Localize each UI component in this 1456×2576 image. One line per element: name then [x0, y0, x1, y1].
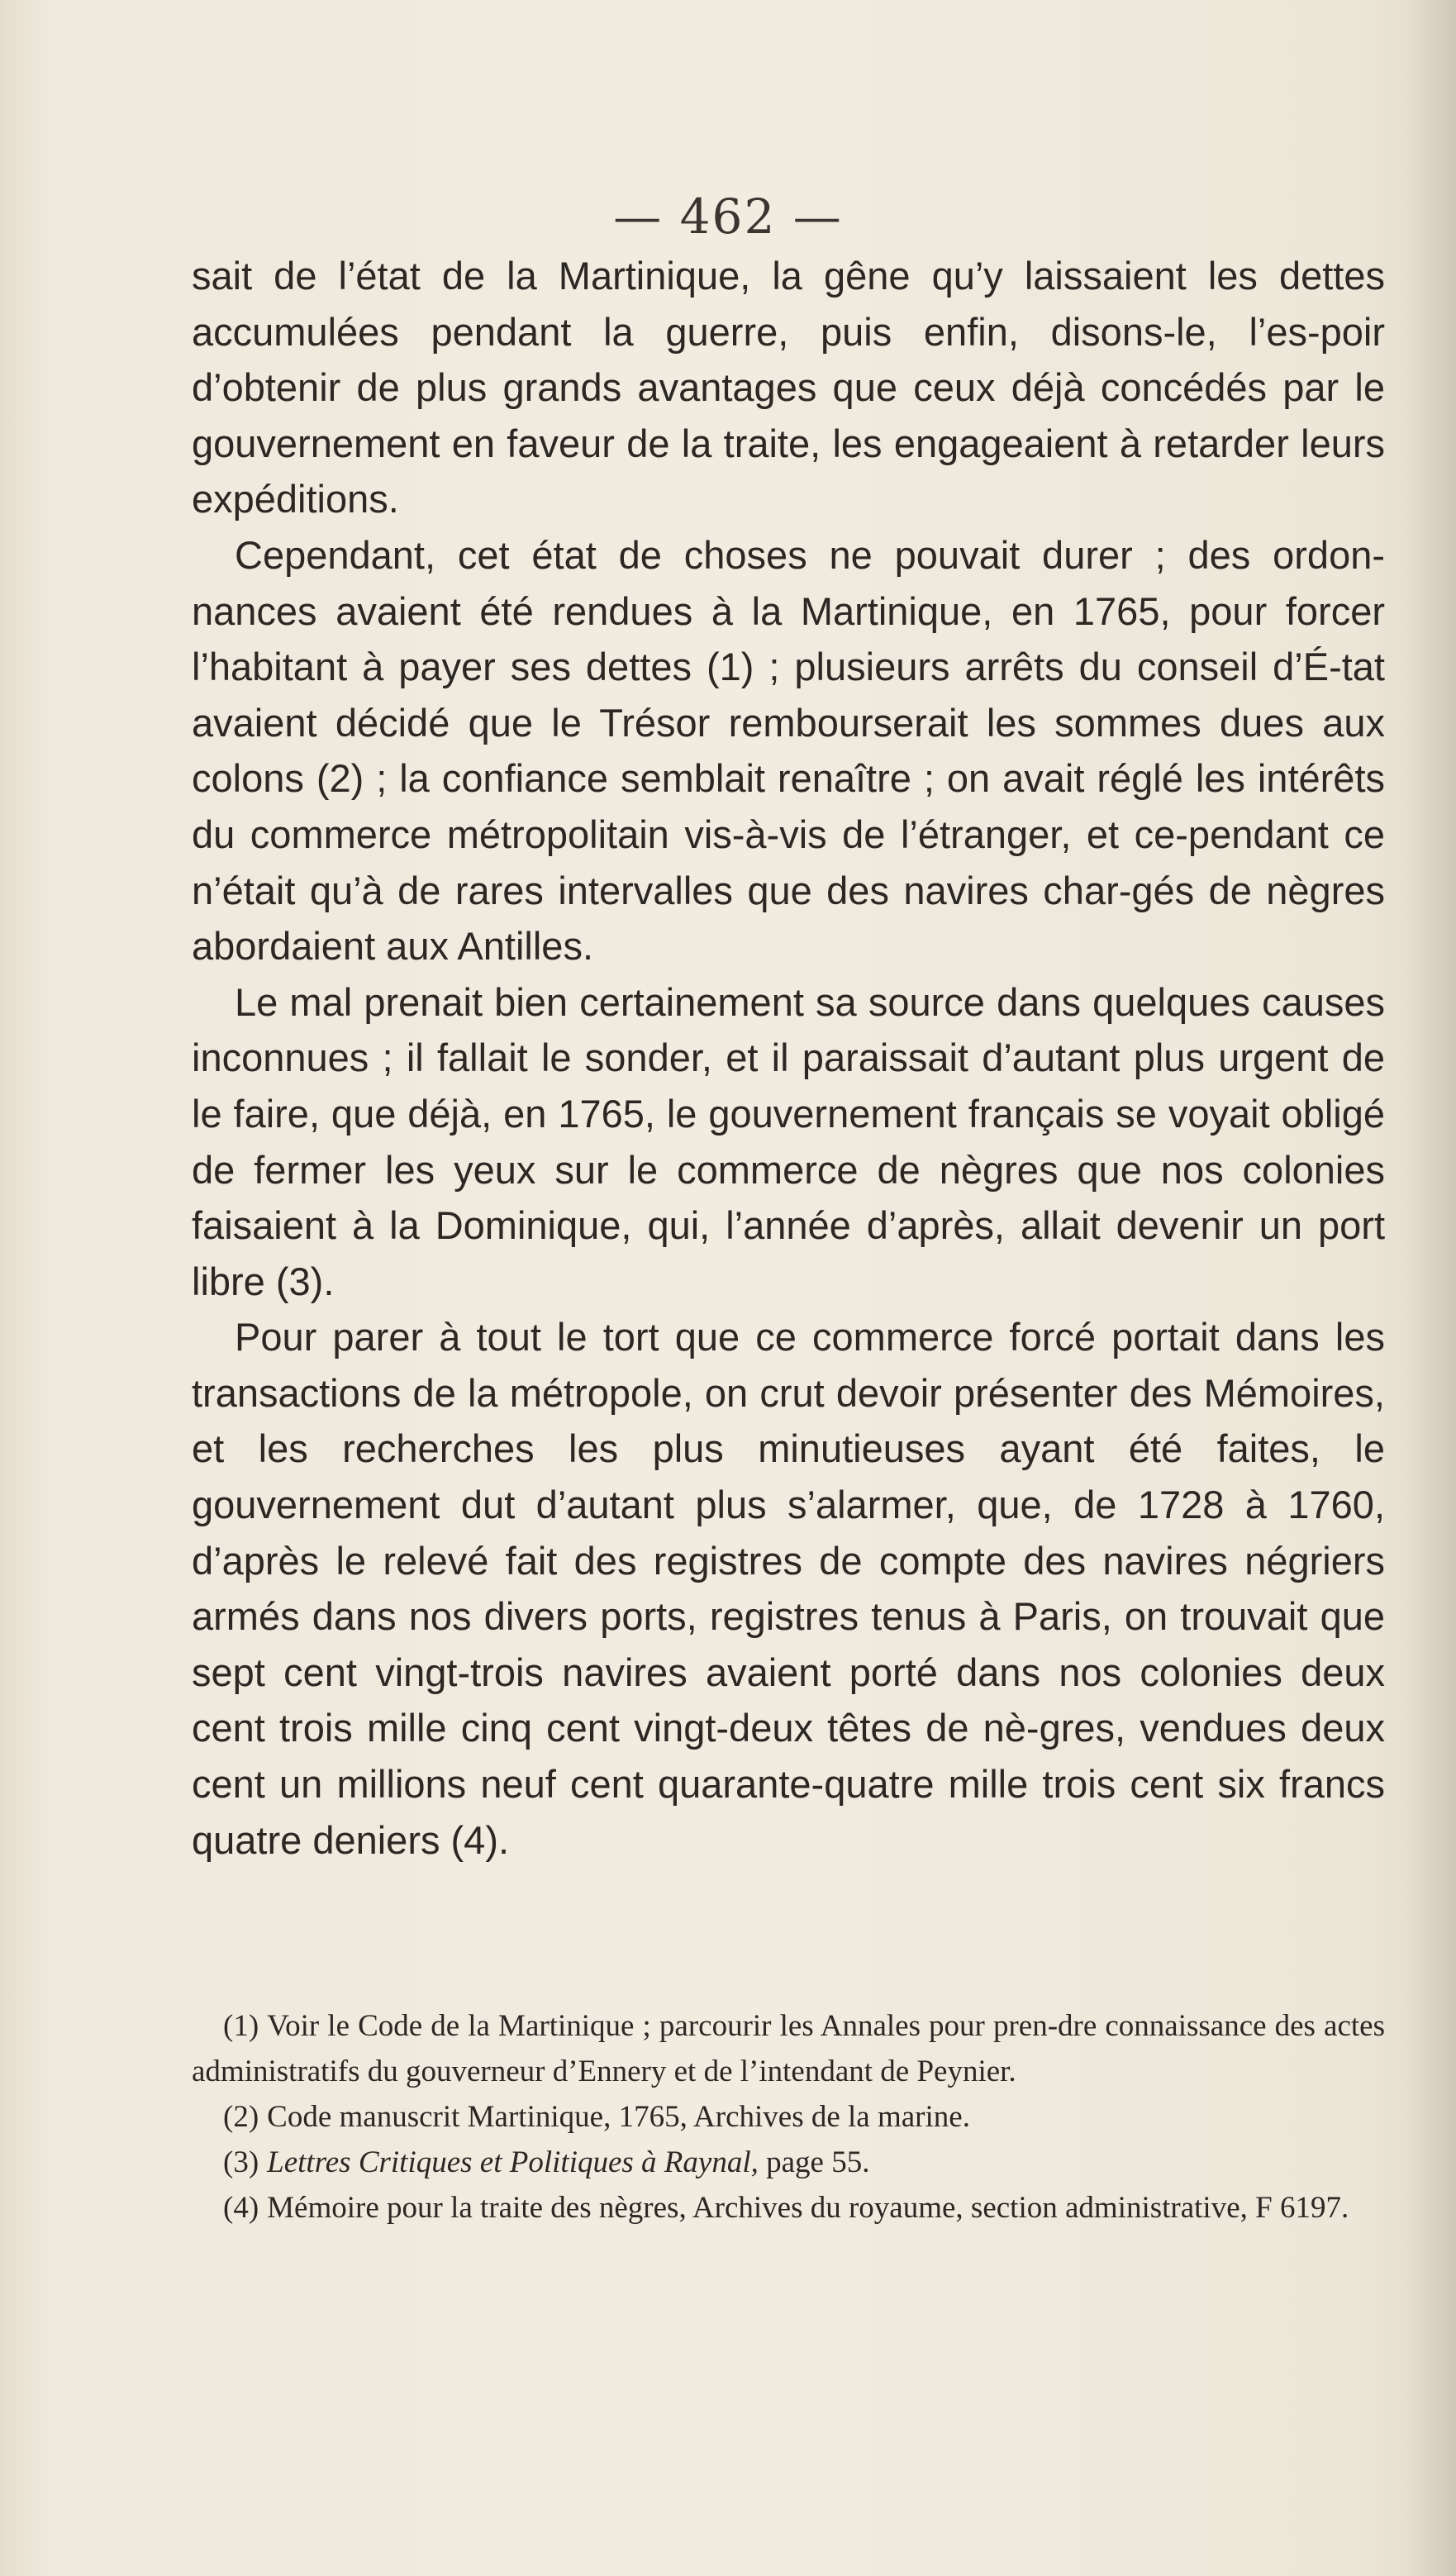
footnote-text: Voir le Code de la Martinique ; parcourir les Annales pour pren-dre connaissance des actes administratifs du gouverneur d’Ennery et de l’intendant de Peynier.	[192, 2009, 1385, 2088]
main-text	[192, 248, 1385, 1868]
paragraph-1: sait de l’état de la Martinique, la gêne qu’y laissaient les dettes accumulées pendant la guerre, puis enfin, disons-le, l’es-poir d’obtenir de plus grands avantages que ceux déjà concédés par le gouvernement en faveur de la traite, les engageaient à retarder leurs expéditions.	[192, 254, 1385, 521]
footnote-1	[192, 2003, 1385, 2094]
paragraph-3: Le mal prenait bien certainement sa source dans quelques causes inconnues ; il fallait le sonder, et il paraissait d’autant plus urgent de le faire, que déjà, en 1765, le gouvernement français se voyait obligé de fermer les yeux sur le commerce de nègres que nos colonies faisaient à la Dominique, qui, l’année d’après, allait devenir un port libre (3).	[192, 979, 1385, 1303]
footnote-marker: (1)	[223, 2009, 259, 2043]
page-number: — 462 —	[613, 188, 843, 245]
paragraph-4: Pour parer à tout le tort que ce commerce forcé portait dans les transactions de la métropole, on crut devoir présenter des Mémoires, et les recherches les plus minutieuses ayant été faites, le gouvernement dut d’autant plus s’alarmer, que, de 1728 à 1760, d’après le relevé fait des registres de compte des navires négriers armés dans nos divers ports, registres tenus à Paris, on trouvait que sept cent vingt-trois navires avaient porté dans nos colonies deux cent trois mille cinq cent vingt-deux têtes de nè-gres, vendues deux cent un millions neuf cent quarante-quatre mille trois cent six francs quatre deniers (4).	[192, 1315, 1385, 1862]
footnote-2	[192, 2094, 1385, 2140]
footnotes	[192, 2003, 1385, 2231]
footnote-text: Code manuscrit Martinique, 1765, Archives de la marine.	[267, 2100, 970, 2134]
footnote-title: Lettres Critiques et Politiques à Raynal,	[267, 2145, 759, 2179]
footnote-marker: (4)	[223, 2191, 259, 2225]
footnote-text: page 55.	[766, 2145, 870, 2179]
page-edge-shadow	[1405, 0, 1456, 2576]
paragraph-2: Cependant, cet état de choses ne pouvait durer ; des ordon-nances avaient été rendues à la Martinique, en 1765, pour forcer l’habitant à payer ses dettes (1) ; plusieurs arrêts du conseil d’É-tat avaient décidé que le Trésor rembourserait les sommes dues aux colons (2) ; la confiance semblait renaître ; on avait réglé les intérêts du commerce métropolitain vis-à-vis de l’étranger, et ce-pendant ce n’était qu’à de rares intervalles que des navires char-gés de nègres abordaient aux Antilles.	[192, 532, 1385, 969]
footnote-3	[192, 2140, 1385, 2185]
footnote-text: Mémoire pour la traite des nègres, Archives du royaume, section administrative, F 6197.	[267, 2191, 1349, 2225]
footnote-4	[192, 2185, 1385, 2231]
footnote-marker: (3)	[223, 2145, 259, 2179]
footnote-marker: (2)	[223, 2100, 259, 2134]
